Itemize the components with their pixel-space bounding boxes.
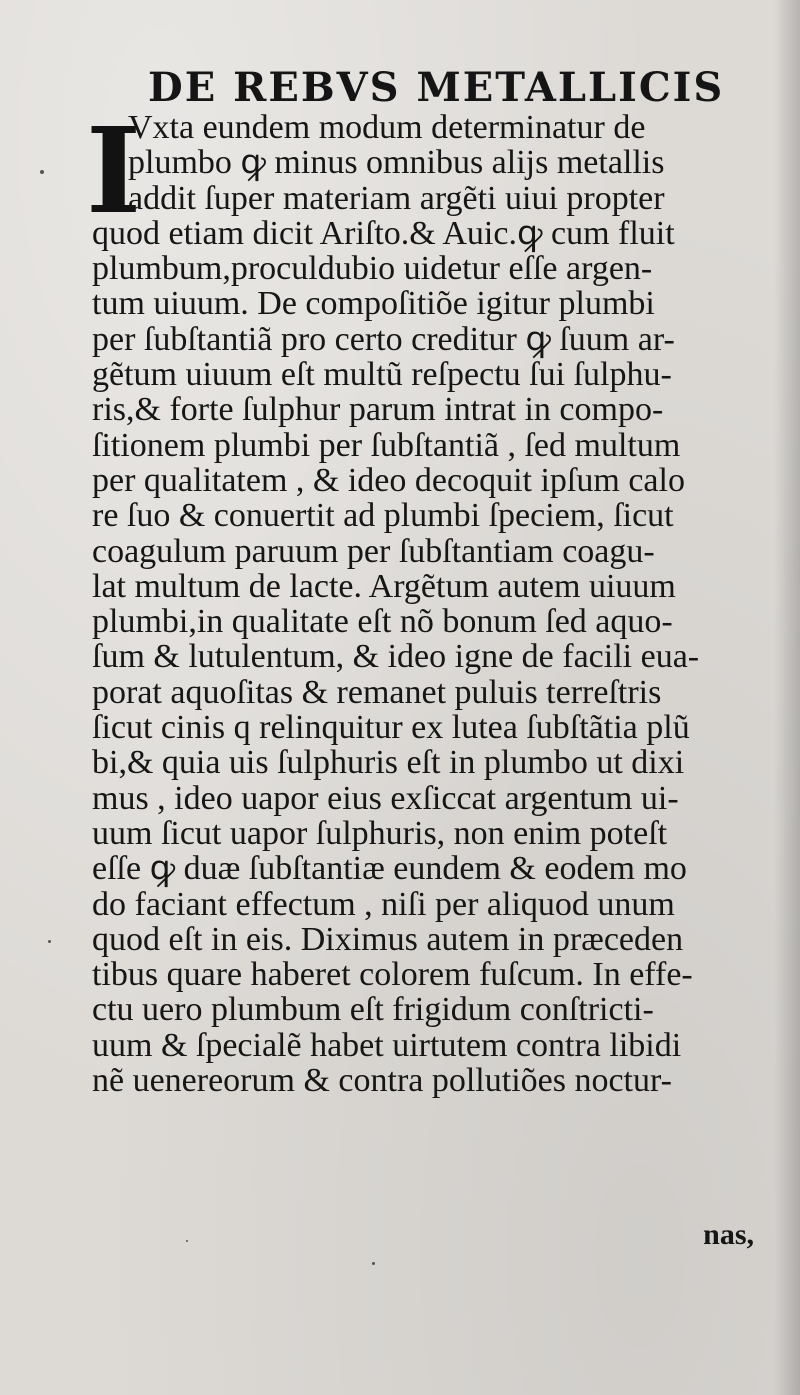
text-line: mus , ideo uapor eius exſiccat argentum ui- [92, 779, 679, 817]
text-line: gẽtum uiuum eſt multũ reſpectu ſui ſulphu- [92, 356, 672, 394]
text-line: addit ſuper materiam argẽti uiui propter [128, 179, 665, 217]
body-text [92, 110, 764, 1098]
text-line: uum & ſpecialẽ habet uirtutem contra libidi [92, 1026, 682, 1064]
text-line: lat multum de lacte. Argẽtum autem uiuum [92, 567, 676, 605]
text-line: ſitionem plumbi per ſubſtantiã , ſed multum [92, 426, 681, 464]
text-line: plumbo ꝙ minus omnibus alijs metallis [128, 144, 665, 182]
text-line: uum ſicut uapor ſulphuris, non enim poteſt [92, 814, 668, 852]
text-line: per qualitatem , & ideo decoquit ipſum calo [92, 461, 685, 499]
text-line: plumbi,in qualitate eſt nõ bonum ſed aquo- [92, 603, 673, 641]
paper-speck [372, 1262, 375, 1265]
page-edge-shadow [774, 0, 800, 1395]
text-line: nẽ uenereorum & contra pollutiões noctur- [92, 1062, 672, 1100]
running-title: DE REBVS METALLICIS [148, 64, 725, 111]
text-line: coagulum paruum per ſubſtantiam coagu- [92, 532, 655, 570]
drop-capital: I [86, 101, 142, 240]
text-line: plumbum,proculdubio uidetur eſſe argen- [92, 250, 653, 288]
text-line: quod etiam dicit Ariſto.& Auic.ꝙ cum fluit [92, 214, 675, 252]
catchword: nas, [703, 1218, 754, 1251]
text-line: Vxta eundem modum determinatur de [128, 109, 646, 146]
paper-speck [186, 1240, 188, 1242]
text-line: tibus quare haberet colorem fuſcum. In effe- [92, 956, 693, 994]
text-line: ctu uero plumbum eſt frigidum conſtricti- [92, 991, 654, 1029]
text-line: do faciant effectum , niſi per aliquod unum [92, 885, 675, 923]
text-line: eſſe ꝙ duæ ſubſtantiæ eundem & eodem mo [92, 850, 687, 888]
text-line: ris,& forte ſulphur parum intrat in compo- [92, 391, 664, 429]
text-line: re ſuo & conuertit ad plumbi ſpeciem, ſicut [92, 497, 674, 535]
paper-speck [48, 940, 51, 943]
text-line: porat aquoſitas & remanet puluis terreſtris [92, 673, 662, 711]
text-line: per ſubſtantiã pro certo creditur ꝙ ſuum ar- [92, 320, 675, 358]
text-line: ſicut cinis q relinquitur ex lutea ſubſtãtia plũ [92, 709, 690, 747]
text-line: quod eſt in eis. Diximus autem in præceden [92, 920, 684, 958]
paper-speck [40, 170, 44, 174]
text-line: bi,& quia uis ſulphuris eſt in plumbo ut dixi [92, 744, 685, 782]
text-line: ſum & lutulentum, & ideo igne de facili eua- [92, 638, 700, 676]
text-line: tum uiuum. De compoſitiõe igitur plumbi [92, 285, 655, 323]
